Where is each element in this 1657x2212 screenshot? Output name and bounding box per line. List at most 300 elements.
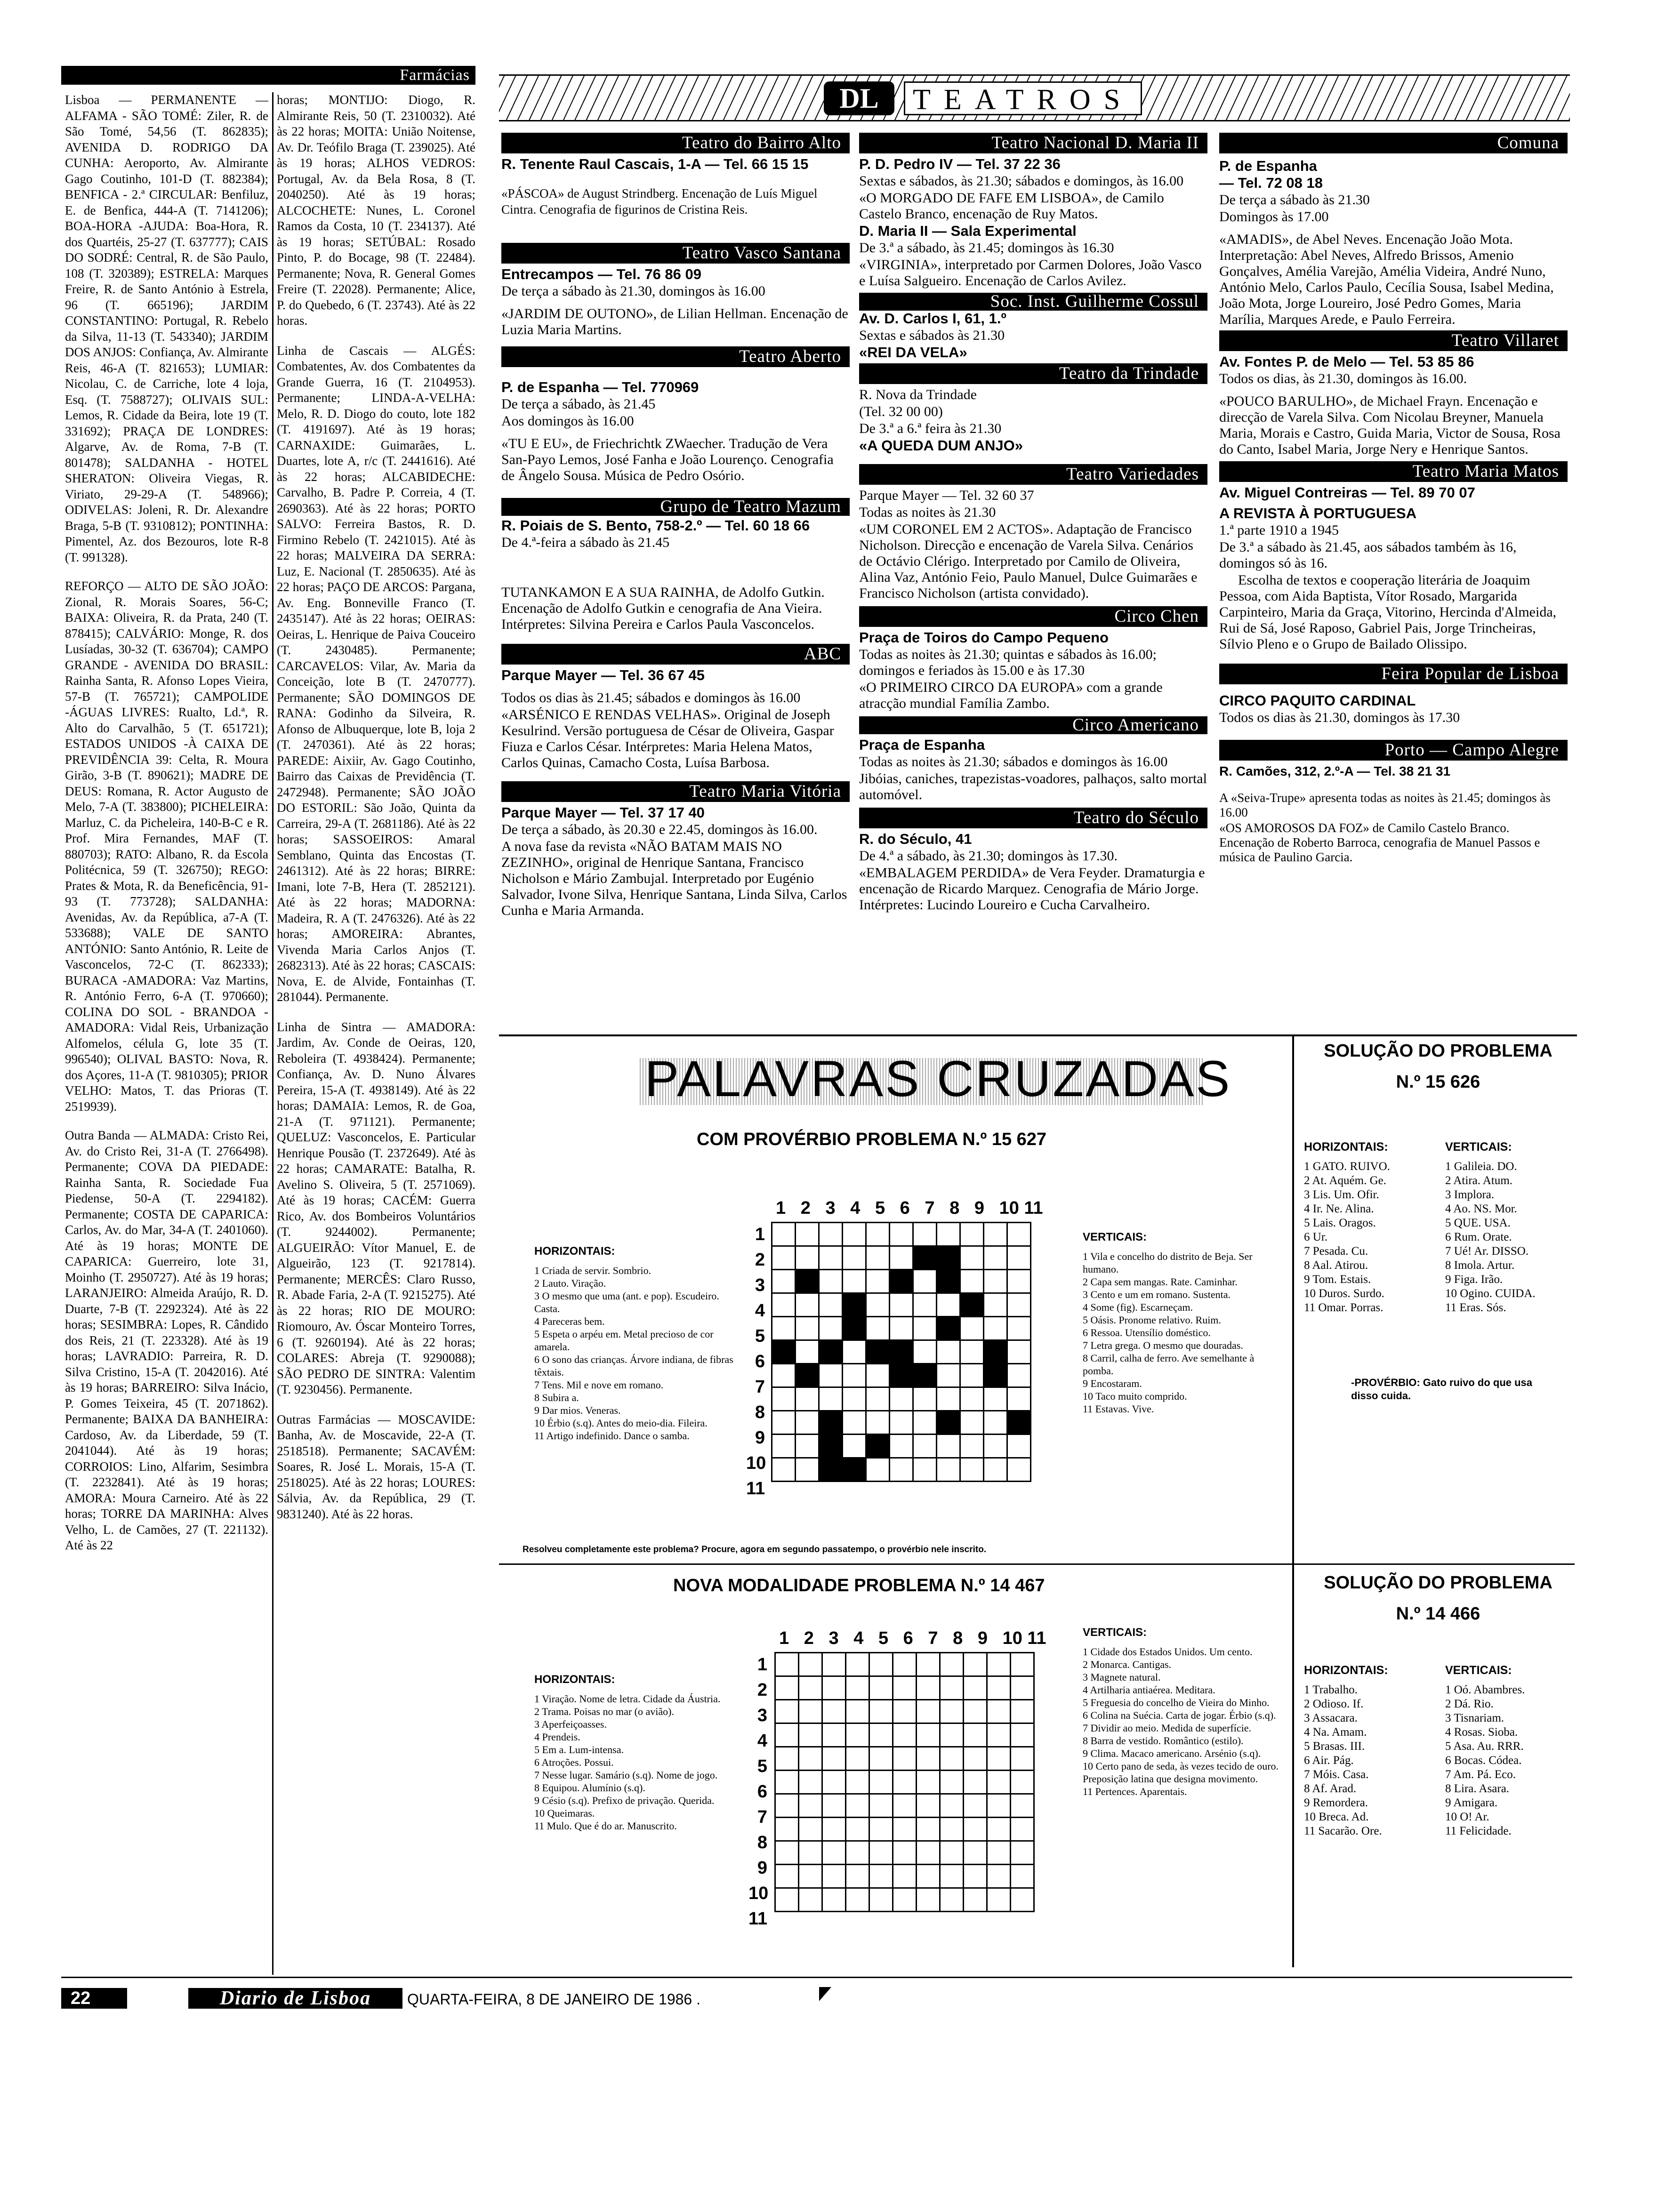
white-cell[interactable] [987,1747,1011,1771]
white-cell[interactable] [819,1387,843,1411]
white-cell[interactable] [987,1653,1011,1676]
white-cell[interactable] [987,1771,1011,1794]
grid1-horizontal-clues [534,1245,737,1442]
white-cell[interactable] [822,1653,846,1676]
col-num: 9 [974,1198,985,1218]
white-cell[interactable] [1007,1270,1031,1293]
white-cell[interactable] [937,1435,960,1458]
white-cell[interactable] [822,1723,846,1747]
col-num: 1 [776,1198,786,1218]
white-cell[interactable] [866,1364,890,1387]
white-cell[interactable] [893,1653,917,1676]
white-cell[interactable] [964,1676,987,1700]
white-cell[interactable] [937,1340,960,1364]
white-cell[interactable] [822,1818,846,1841]
solution-1-number: N.º 15 626 [1396,1072,1480,1092]
white-cell[interactable] [913,1223,937,1246]
white-cell[interactable] [775,1723,799,1747]
white-cell[interactable] [799,1747,822,1771]
white-cell[interactable] [964,1700,987,1723]
white-cell[interactable] [772,1458,796,1482]
teatro-cossul-addr: Av. D. Carlos I, 61, 1.º [859,310,1006,327]
white-cell[interactable] [843,1246,866,1270]
white-cell[interactable] [984,1293,1007,1317]
white-cell[interactable] [893,1700,917,1723]
row-num: 9 [757,1858,767,1878]
farmacias-sintra: Linha de Sintra — AMADORA: Jardim, Av. Conde de Oeiras, 120, Reboleira (T. 4938424). Permanente; Confiança, Av. D. Nuno Álvares Pereira, 15-A (T. 4938149). Até às 22 horas; DAMAIA: Lemos, R. de Goa, 21-A (T. 971121). Permanente; QUELUZ: Vasconcelos, E. Particular Henrique Pousão (T. 2372649). Até às 22 horas; CAMARATE: Batalha, R. Avelino S. Oliveira, 5 (T. 2571069). Até às 19 horas; CACÉM: Guerra Rico, Av. dos Bombeiros Voluntários (T. 9244002). Permanente; ALGUEIRÃO: Vítor Manuel, E. de Algueirão, 123 (T. 9217814). Permanente; MERCÊS: Claro Russo, R. Abade Faria, 2-A (T. 9215275). Até às 22 horas; RIO DE MOURO: Riomouro, Av. Óscar Monteiro Torres, 6 (T. 9260194). Até às 22 horas; COLARES: Abreja (T. 9290088); SÃO PEDRO DE SINTRA: Valentim (T. 9230456). Permanente. [277,1019,475,1396]
row-num: 4 [755,1301,765,1321]
white-cell[interactable] [799,1700,822,1723]
white-cell[interactable] [940,1653,964,1676]
solution-item: 4 Ao. NS. Mor. [1445,1202,1517,1215]
white-cell[interactable] [1011,1676,1034,1700]
teatro-maria-vitoria-body: A nova fase da revista «NÃO BATAM MAIS NO ZEZINHO», original de Henrique Santana, Francisco Nicholson e Mário Zambujal. Interpretado por Eugénio Salvador, Ivone Silva, Henrique Santana, Linda Silva, Carlos Cunha e Maria Armanda. [501,839,847,918]
teatro-trindade-body: «A QUEDA DUM ANJO» [859,437,1023,454]
white-cell[interactable] [987,1841,1011,1865]
white-cell[interactable] [869,1865,893,1888]
white-cell[interactable] [937,1223,960,1246]
teatro-nacional-body1: «O MORGADO DE FAFE EM LISBOA», de Camilo Castelo Branco, encenação de Ruy Matos. [859,190,1164,222]
white-cell[interactable] [987,1676,1011,1700]
clue-item: 3 Aperfeiçoasses. [534,1718,607,1730]
white-cell[interactable] [984,1246,1007,1270]
white-cell[interactable] [987,1818,1011,1841]
white-cell[interactable] [775,1794,799,1818]
grid1-v-title: VERTICAIS: [1083,1231,1147,1243]
teatro-abc-addr: Parque Mayer — Tel. 36 67 45 [501,667,705,683]
white-cell[interactable] [984,1387,1007,1411]
white-cell[interactable] [869,1653,893,1676]
white-cell[interactable] [869,1888,893,1912]
circo-chen-head: Circo Chen [859,606,1207,627]
grid-row [772,1435,1031,1458]
white-cell[interactable] [822,1794,846,1818]
white-cell[interactable] [940,1818,964,1841]
white-cell[interactable] [866,1387,890,1411]
white-cell[interactable] [775,1841,799,1865]
white-cell[interactable] [940,1865,964,1888]
white-cell[interactable] [772,1246,796,1270]
white-cell[interactable] [775,1818,799,1841]
white-cell[interactable] [799,1794,822,1818]
white-cell[interactable] [772,1435,796,1458]
white-cell[interactable] [937,1458,960,1482]
white-cell[interactable] [987,1700,1011,1723]
white-cell[interactable] [1007,1435,1031,1458]
white-cell[interactable] [819,1270,843,1293]
white-cell[interactable] [964,1723,987,1747]
white-cell[interactable] [869,1771,893,1794]
col-num: 4 [853,1628,864,1648]
white-cell[interactable] [917,1653,940,1676]
teatro-aberto-addr: P. de Espanha — Tel. 770969 [501,379,699,395]
white-cell[interactable] [796,1411,819,1435]
white-cell[interactable] [917,1771,940,1794]
grid-row [772,1411,1031,1435]
teatro-maria-matos-part: 1.ª parte 1910 a 1945 [1219,522,1339,538]
white-cell[interactable] [964,1865,987,1888]
white-cell[interactable] [960,1270,984,1293]
white-cell[interactable] [964,1794,987,1818]
white-cell[interactable] [866,1293,890,1317]
white-cell[interactable] [822,1676,846,1700]
white-cell[interactable] [869,1676,893,1700]
white-cell[interactable] [846,1818,869,1841]
white-cell[interactable] [893,1723,917,1747]
white-cell[interactable] [846,1747,869,1771]
white-cell[interactable] [1011,1841,1034,1865]
white-cell[interactable] [866,1458,890,1482]
teatro-variedades-time: Todas as noites às 21.30 [859,505,996,520]
grid-row [772,1317,1031,1340]
white-cell[interactable] [984,1223,1007,1246]
white-cell[interactable] [964,1888,987,1912]
teatro-aberto-head: Teatro Aberto [501,346,850,367]
white-cell[interactable] [964,1771,987,1794]
white-cell[interactable] [940,1747,964,1771]
white-cell[interactable] [937,1364,960,1387]
white-cell[interactable] [917,1723,940,1747]
white-cell[interactable] [913,1411,937,1435]
white-cell[interactable] [937,1293,960,1317]
white-cell[interactable] [772,1293,796,1317]
white-cell[interactable] [799,1771,822,1794]
white-cell[interactable] [775,1888,799,1912]
white-cell[interactable] [822,1888,846,1912]
white-cell[interactable] [819,1246,843,1270]
white-cell[interactable] [940,1888,964,1912]
white-cell[interactable] [1007,1293,1031,1317]
black-cell [843,1293,866,1317]
white-cell[interactable] [772,1223,796,1246]
white-cell[interactable] [1007,1458,1031,1482]
clue-item: 2 Monarca. Cantigas. [1083,1659,1172,1670]
white-cell[interactable] [866,1246,890,1270]
white-cell[interactable] [940,1771,964,1794]
white-cell[interactable] [960,1364,984,1387]
white-cell[interactable] [964,1818,987,1841]
clue-item: 1 Cidade dos Estados Unidos. Um cento. [1083,1646,1253,1658]
white-cell[interactable] [846,1771,869,1794]
white-cell[interactable] [846,1865,869,1888]
white-cell[interactable] [843,1270,866,1293]
white-cell[interactable] [960,1458,984,1482]
teatro-aberto-time2: Aos domingos às 16.00 [501,413,634,429]
white-cell[interactable] [799,1653,822,1676]
white-cell[interactable] [799,1818,822,1841]
white-cell[interactable] [846,1794,869,1818]
col-num: 8 [949,1198,960,1218]
white-cell[interactable] [775,1676,799,1700]
white-cell[interactable] [799,1865,822,1888]
white-cell[interactable] [940,1841,964,1865]
solution-1-h-list [1304,1160,1431,1315]
white-cell[interactable] [893,1888,917,1912]
white-cell[interactable] [843,1435,866,1458]
solution-2-h-title: HORIZONTAIS: [1304,1664,1388,1677]
farmacias-reforco: REFORÇO — ALTO DE SÃO JOÃO: Zional, R. Morais Soares, 56-C; BAIXA: Oliveira, R. da Prata, 240 (T. 878415); CALVÁRIO: Monge, R. dos Lusíadas, 30-32 (T. 636704); CAMPO GRANDE - AVENIDA DO BRASIL: Rainha Santa, R. Afonso Lopes Vieira, 57-B (T. 765721); CAMPOLIDE -ÁGUAS LIVRES: Rualto, Ld.ª, R. Alto do Carvalhão, 5 (T. 651721); ESTADOS UNIDOS -À CAIXA DE PREVIDÊNCIA 39: Celta, R. Moura Girão, 3-B (T. 890621); MADRE DE DEUS: Romana, R. Actor Augusto de Melo, 7-A (T. 383800); PICHELEIRA: Marluz, C. da Picheleira, 140-B-C e R. Prof. Mira Fernandes, MAF (T. 880703); RATO: Albano, R. da Escola Politécnica, 59 (T. 326750); REGO: Prates & Mota, R. da Beneficência, 91-93 (T. 773728); SALDANHA: Avenidas, Av. da República, a7-A (T. 533688); VALE DE SANTO ANTÓNIO: Santo António, R. Leite de Vasconcelos, 72-C (T. 862333); BURACA -AMADORA: Vaz Martins, R. António Ferro, 6-A (T. 970660); COLINA DO SOL - BRANDOA - AMADORA: Vidal Reis, Urbanização Alfomelos, célula G, lote 35 (T. 996540); OLIVAL BASTO: Nova, R. dos Açores, 11-A (T. 9810305); PRIOR VELHO: Matos, T. das Prioras (T. 2519939). [65,579,268,1114]
white-cell[interactable] [866,1317,890,1340]
white-cell[interactable] [984,1270,1007,1293]
white-cell[interactable] [917,1794,940,1818]
farmacias-outra-banda: Outra Banda — ALMADA: Cristo Rei, Av. do Cristo Rei, 31-A (T. 2766498). Permanente; COVA DA PIEDADE: Rainha Santa, R. Sociedade Fua Piedense, 50-A (T. 2294182). Permanente; COSTA DE CAPARICA: Carlos, Av. do Mar, 34-A (T. 2401060). Até às 19 horas; MONTE DE CAPARICA: Guerreiro, lote 31, Moinho (T. 2950727). Até às 19 horas; LARANJEIRO: Almeida Araújo, R. D. Duarte, 7-B (T. 2292324). Até às 22 horas; SESIMBRA: Lopes, R. Cândido dos Reis, 21 (T. 223328). Até às 19 horas; LAVRADIO: Parreira, R. D. Silva Cristino, 15-A (T. 2042016). Até às 19 horas; BARREIRO: Silva Inácio, P. Gomes Teixeira, 45 (T. 2071862). Permanente; BAIXA DA BANHEIRA: Cardoso, Av. da Liberdade, 59 (T. 2041044). Até às 19 horas; CORROIOS: Lino, Alfarim, Sesimbra (T. 2232841). Até às 19 horas; AMORA: Moura Carneiro. Até às 22 horas; TORRE DA MARINHA: Alves Velho, L. de Camões, 27 (T. 221132). Até às 22 [65,1128,268,1552]
white-cell[interactable] [890,1435,913,1458]
clue-item: 8 Equipou. Alumínio (s.q). [534,1782,645,1794]
white-cell[interactable] [846,1888,869,1912]
white-cell[interactable] [913,1387,937,1411]
white-cell[interactable] [1007,1246,1031,1270]
white-cell[interactable] [869,1747,893,1771]
white-cell[interactable] [984,1458,1007,1482]
white-cell[interactable] [937,1387,960,1411]
white-cell[interactable] [917,1747,940,1771]
white-cell[interactable] [796,1458,819,1482]
solution-1 [1304,1041,1572,1403]
white-cell[interactable] [843,1387,866,1411]
black-cell [819,1458,843,1482]
solution-item: 10 Breca. Ad. [1304,1811,1369,1823]
feira-popular-time: Todos os dias às 21.30, domingos às 17.30 [1219,710,1460,725]
clue-item: 5 Em a. Lum-intensa. [534,1744,624,1755]
teatro-maria-matos-head: Teatro Maria Matos [1219,461,1568,482]
teatro-cossul-head: Soc. Inst. Guilherme Cossul [859,293,1207,311]
white-cell[interactable] [846,1841,869,1865]
white-cell[interactable] [796,1293,819,1317]
white-cell[interactable] [822,1700,846,1723]
column-divider [272,92,273,1975]
solution-item: 1 Oó. Abambres. [1445,1683,1525,1696]
teatro-mazum-time: De 4.ª-feira a sábado às 21.45 [501,535,670,550]
white-cell[interactable] [796,1435,819,1458]
white-cell[interactable] [940,1723,964,1747]
white-cell[interactable] [940,1676,964,1700]
white-cell[interactable] [960,1223,984,1246]
clue-item: 10 Queimaras. [534,1807,595,1819]
white-cell[interactable] [772,1270,796,1293]
white-cell[interactable] [893,1771,917,1794]
porto-campo-alegre-body: A «Seiva-Trupe» apresenta todas as noites às 21.45; domingos às 16.00 [1219,791,1551,819]
white-cell[interactable] [1011,1771,1034,1794]
white-cell[interactable] [819,1364,843,1387]
white-cell[interactable] [822,1865,846,1888]
crossword-grid-2[interactable] [774,1652,1035,1912]
white-cell[interactable] [893,1747,917,1771]
white-cell[interactable] [1007,1317,1031,1340]
white-cell[interactable] [772,1411,796,1435]
white-cell[interactable] [799,1841,822,1865]
white-cell[interactable] [819,1317,843,1340]
white-cell[interactable] [917,1700,940,1723]
row-num: 1 [755,1225,765,1244]
solution-2-v-title: VERTICAIS: [1445,1664,1512,1677]
white-cell[interactable] [799,1723,822,1747]
white-cell[interactable] [869,1841,893,1865]
white-cell[interactable] [1007,1364,1031,1387]
white-cell[interactable] [890,1293,913,1317]
white-cell[interactable] [843,1223,866,1246]
section-divider [499,1034,1577,1036]
white-cell[interactable] [843,1364,866,1387]
white-cell[interactable] [917,1818,940,1841]
white-cell[interactable] [1007,1340,1031,1364]
white-cell[interactable] [869,1818,893,1841]
white-cell[interactable] [917,1841,940,1865]
footer-rule [61,1977,1572,1978]
teatro-variedades-body: «UM CORONEL EM 2 ACTOS». Adaptação de Francisco Nicholson. Direcção e encenação de Varela Silva. Cenários de Octávio Clérigo. Interpretado por Camilo de Oliveira, Alina Vaz, António Feio, Paulo Manuel, Dulce Guimarães e Francisco Nicholson (artista convidado). [859,521,1198,601]
teatro-abc-head: ABC [501,644,850,665]
white-cell[interactable] [822,1747,846,1771]
white-cell[interactable] [890,1317,913,1340]
white-cell[interactable] [796,1246,819,1270]
white-cell[interactable] [893,1676,917,1700]
white-cell[interactable] [796,1340,819,1364]
solution-item: 9 Figa. Irão. [1445,1273,1503,1286]
clue-item: 1 Criada de servir. Sombrio. [534,1265,652,1276]
white-cell[interactable] [940,1794,964,1818]
white-cell[interactable] [772,1317,796,1340]
white-cell[interactable] [964,1653,987,1676]
teatros-column-a [501,133,850,920]
white-cell[interactable] [796,1387,819,1411]
white-cell[interactable] [796,1223,819,1246]
white-cell[interactable] [1011,1818,1034,1841]
white-cell[interactable] [893,1841,917,1865]
white-cell[interactable] [775,1700,799,1723]
white-cell[interactable] [984,1317,1007,1340]
white-cell[interactable] [893,1794,917,1818]
white-cell[interactable] [843,1411,866,1435]
page-number: 22 [61,1988,127,2009]
white-cell[interactable] [866,1223,890,1246]
white-cell[interactable] [822,1841,846,1865]
white-cell[interactable] [1011,1865,1034,1888]
white-cell[interactable] [960,1435,984,1458]
white-cell[interactable] [890,1411,913,1435]
white-cell[interactable] [772,1387,796,1411]
white-cell[interactable] [913,1340,937,1364]
grid-row [772,1458,1031,1482]
white-cell[interactable] [984,1411,1007,1435]
grid2-row-numbers [748,1652,767,1931]
teatro-nacional-head: Teatro Nacional D. Maria II [859,133,1207,153]
grid-row [775,1723,1034,1747]
white-cell[interactable] [890,1458,913,1482]
white-cell[interactable] [913,1435,937,1458]
solution-2-title: SOLUÇÃO DO PROBLEMA [1324,1573,1552,1593]
white-cell[interactable] [987,1794,1011,1818]
white-cell[interactable] [846,1723,869,1747]
white-cell[interactable] [1011,1794,1034,1818]
white-cell[interactable] [913,1270,937,1293]
clue-item: 5 Oásis. Pronome relativo. Ruim. [1083,1314,1221,1326]
white-cell[interactable] [869,1700,893,1723]
white-cell[interactable] [913,1317,937,1340]
col-num: 3 [825,1198,836,1218]
porto-campo-alegre-body2: «OS AMOROSOS DA FOZ» de Camilo Castelo Branco. Encenação de Roberto Barroca, cenografia de Manuel Passos e música de Paulino Garcia. [1219,821,1540,864]
white-cell[interactable] [775,1865,799,1888]
comuna-body: «AMADIS», de Abel Neves. Encenação João Mota. Interpretação: Abel Neves, Alfredo Brissos, Amenio Gonçalves, Amélia Varejão, Amélia Videira, André Nuno, António Melo, Carlos Paulo, Cecília Sousa, Isabel Medina, João Mota, Jorge Loureiro, José Pedro Gomes, Maria Marília, Marques Arede, e Paulo Ferreira. [1219,232,1554,327]
white-cell[interactable] [799,1888,822,1912]
white-cell[interactable] [846,1700,869,1723]
white-cell[interactable] [960,1340,984,1364]
white-cell[interactable] [799,1676,822,1700]
white-cell[interactable] [1011,1723,1034,1747]
white-cell[interactable] [893,1818,917,1841]
white-cell[interactable] [796,1317,819,1340]
white-cell[interactable] [987,1723,1011,1747]
white-cell[interactable] [846,1653,869,1676]
clue-item: 5 Espeta o arpéu em. Metal precioso de cor amarela. [534,1328,714,1353]
crossword-grid-1[interactable] [771,1222,1031,1482]
white-cell[interactable] [866,1411,890,1435]
white-cell[interactable] [843,1340,866,1364]
solution-item: 5 QUE. USA. [1445,1217,1511,1229]
white-cell[interactable] [869,1794,893,1818]
white-cell[interactable] [846,1676,869,1700]
white-cell[interactable] [960,1411,984,1435]
white-cell[interactable] [917,1676,940,1700]
white-cell[interactable] [987,1865,1011,1888]
white-cell[interactable] [960,1246,984,1270]
white-cell[interactable] [822,1771,846,1794]
white-cell[interactable] [917,1888,940,1912]
circo-chen-addr: Praça de Toiros do Campo Pequeno [859,629,1109,646]
white-cell[interactable] [775,1771,799,1794]
white-cell[interactable] [866,1270,890,1293]
white-cell[interactable] [890,1387,913,1411]
white-cell[interactable] [917,1865,940,1888]
white-cell[interactable] [964,1747,987,1771]
grid1-v-list [1083,1250,1285,1415]
white-cell[interactable] [1011,1747,1034,1771]
white-cell[interactable] [987,1888,1011,1912]
white-cell[interactable] [964,1841,987,1865]
solution-item: 9 Amigara. [1445,1796,1498,1809]
white-cell[interactable] [890,1246,913,1270]
white-cell[interactable] [1011,1888,1034,1912]
col-num: 2 [804,1628,814,1648]
white-cell[interactable] [893,1865,917,1888]
clue-item: 2 Capa sem mangas. Rate. Caminhar. [1083,1276,1238,1288]
white-cell[interactable] [984,1435,1007,1458]
white-cell[interactable] [890,1223,913,1246]
white-cell[interactable] [819,1223,843,1246]
teatro-trindade-head: Teatro da Trindade [859,363,1207,384]
white-cell[interactable] [869,1723,893,1747]
white-cell[interactable] [1011,1700,1034,1723]
teatro-bairro-alto-body: «PÁSCOA» de August Strindberg. Encenação de Luís Miguel Cintra. Cenografia de figurinos de Cristina Reis. [501,186,818,216]
white-cell[interactable] [913,1293,937,1317]
white-cell[interactable] [960,1387,984,1411]
white-cell[interactable] [772,1364,796,1387]
white-cell[interactable] [1007,1387,1031,1411]
grid2-v-title: VERTICAIS: [1083,1626,1147,1639]
white-cell[interactable] [775,1747,799,1771]
white-cell[interactable] [1011,1653,1034,1676]
white-cell[interactable] [775,1653,799,1676]
col-num: 2 [800,1198,811,1218]
white-cell[interactable] [960,1317,984,1340]
white-cell[interactable] [819,1293,843,1317]
col-num: 1 [779,1628,789,1648]
white-cell[interactable] [913,1458,937,1482]
teatro-vasco-santana-addr: Entrecampos — Tel. 76 86 09 [501,266,702,282]
masthead-logo: Diario de Lisboa [188,1988,402,2009]
white-cell[interactable] [940,1700,964,1723]
white-cell[interactable] [1007,1223,1031,1246]
solution-2-v-list [1445,1683,1572,1838]
row-num: 1 [757,1655,767,1675]
